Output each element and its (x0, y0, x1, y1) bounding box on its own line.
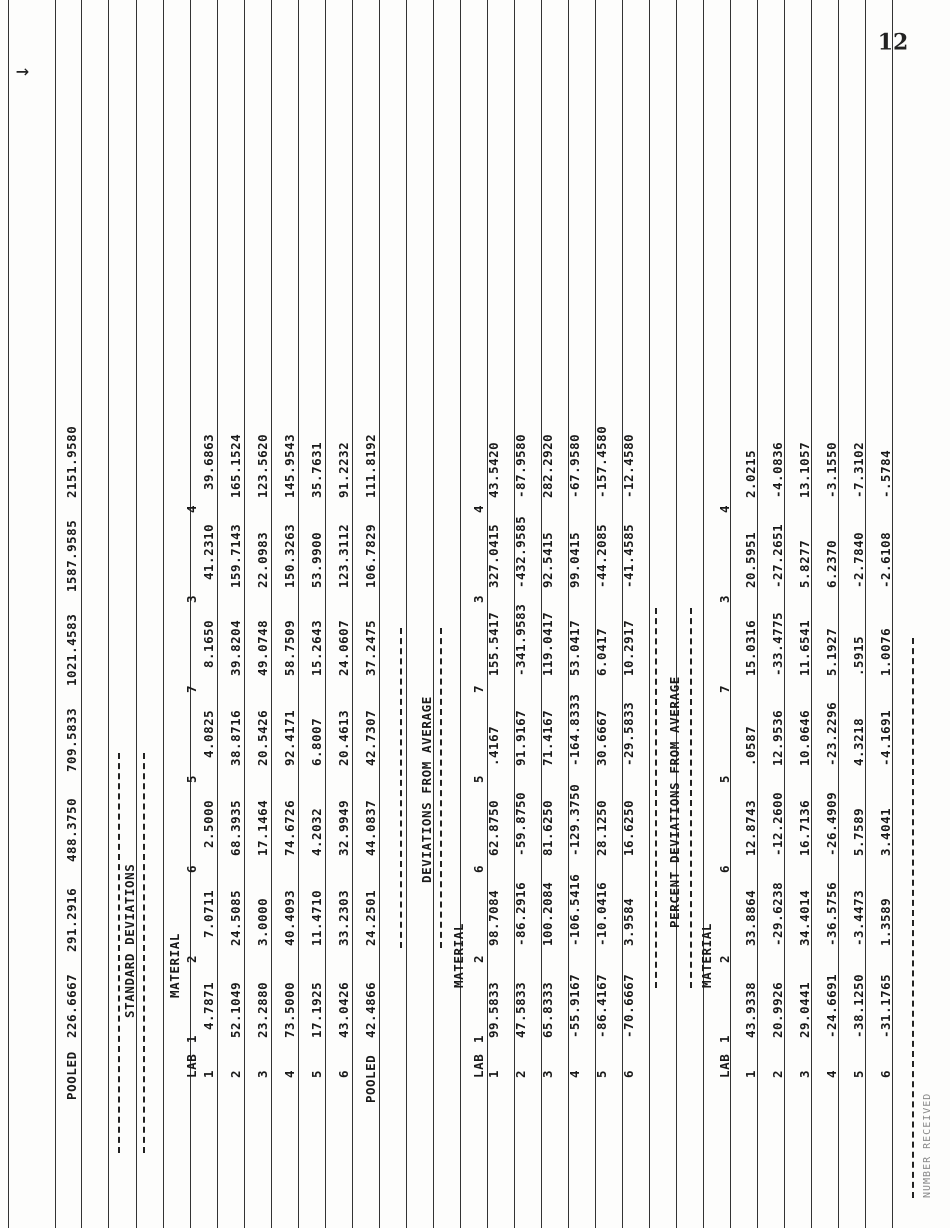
cell-value: 44.0837 (363, 799, 378, 856)
rule-line (676, 0, 677, 1228)
cell-value: -55.9167 (567, 973, 582, 1038)
section-rule (400, 628, 402, 948)
cell-value: 6.2370 (824, 539, 839, 588)
cell-value: 30.6667 (594, 709, 609, 766)
rule-line (352, 0, 353, 1228)
lab-number: 2 (228, 1069, 243, 1078)
cell-value: 32.9949 (336, 799, 351, 856)
cell-value: 38.8716 (228, 709, 243, 766)
cell-value: -86.2916 (513, 881, 528, 946)
cell-value: 47.5833 (513, 981, 528, 1038)
cell-value: -27.2651 (770, 523, 785, 588)
cell-value: 17.1464 (255, 799, 270, 856)
cell-value: 11.6541 (797, 619, 812, 676)
column-header: 5 (717, 774, 732, 783)
lab-label: LAB (184, 1053, 199, 1078)
cell-value: 4.3218 (851, 717, 866, 766)
rule-line (406, 0, 407, 1228)
cell-value: -36.5756 (824, 881, 839, 946)
lab-number: 6 (621, 1069, 636, 1078)
section-rule (440, 628, 442, 948)
cell-value: 33.2303 (336, 889, 351, 946)
cell-value: 53.0417 (567, 619, 582, 676)
cell-value: 29.0441 (797, 981, 812, 1038)
cell-value: 4.0825 (201, 709, 216, 758)
cell-value: 99.0415 (567, 531, 582, 588)
rule-line (108, 0, 109, 1228)
pooled-label: POOLED (363, 1054, 378, 1103)
column-header: 4 (184, 504, 199, 513)
cell-value: -70.6667 (621, 973, 636, 1038)
lab-number: 4 (824, 1069, 839, 1078)
column-header: 7 (184, 684, 199, 693)
cell-value: 5.1927 (824, 627, 839, 676)
cell-value: 3.4041 (878, 807, 893, 856)
column-header: 6 (471, 864, 486, 873)
pooled-top-value: 709.5833 (64, 707, 79, 772)
handwritten-page-number: 12 (877, 29, 909, 56)
cell-value: 20.4613 (336, 709, 351, 766)
cell-value: 23.2880 (255, 981, 270, 1038)
cell-value: 6.8007 (309, 717, 324, 766)
lab-number: 4 (282, 1069, 297, 1078)
cell-value: 155.5417 (486, 611, 501, 676)
cell-value: 68.3935 (228, 799, 243, 856)
cell-value: 1.3589 (878, 897, 893, 946)
cell-value: 1.0076 (878, 627, 893, 676)
cell-value: 145.9543 (282, 433, 297, 498)
column-header: 1 (184, 1034, 199, 1043)
cell-value: 24.5085 (228, 889, 243, 946)
cell-value: -67.9580 (567, 433, 582, 498)
cell-value: 3.9584 (621, 897, 636, 946)
cell-value: 92.4171 (282, 709, 297, 766)
rule-line (757, 0, 758, 1228)
cell-value: 39.6863 (201, 433, 216, 490)
rule-line (703, 0, 704, 1228)
cell-value: 12.9536 (770, 709, 785, 766)
cell-value: -86.4167 (594, 973, 609, 1038)
faded-footer-text: NUMBER RECEIVED (922, 1092, 933, 1198)
cell-value: 17.1925 (309, 981, 324, 1038)
column-header: 2 (184, 954, 199, 963)
column-header: 3 (184, 594, 199, 603)
cell-value: 99.5833 (486, 981, 501, 1038)
cell-value: 2.5000 (201, 799, 216, 848)
rule-line (865, 0, 866, 1228)
cell-value: -26.4909 (824, 791, 839, 856)
cell-value: 92.5415 (540, 531, 555, 588)
cell-value: 71.4167 (540, 709, 555, 766)
cell-value: 12.8743 (743, 799, 758, 856)
cell-value: 22.0983 (255, 531, 270, 588)
cell-value: -12.4580 (621, 433, 636, 498)
column-header: 1 (471, 1034, 486, 1043)
cell-value: .5915 (851, 635, 866, 676)
pooled-top-value: 291.2916 (64, 887, 79, 952)
section-rule (912, 638, 914, 1198)
cell-value: 106.7829 (363, 523, 378, 588)
rule-line (298, 0, 299, 1228)
pooled-top-value: 488.3750 (64, 797, 79, 862)
column-header: 6 (184, 864, 199, 873)
cell-value: -38.1250 (851, 973, 866, 1038)
cell-value: 16.6250 (621, 799, 636, 856)
cell-value: 43.9338 (743, 981, 758, 1038)
column-header: 1 (717, 1034, 732, 1043)
cell-value: -3.4473 (851, 889, 866, 946)
pooled-top-label: POOLED (64, 1051, 79, 1100)
cell-value: 24.2501 (363, 889, 378, 946)
cell-value: -59.8750 (513, 791, 528, 856)
lab-number: 1 (486, 1069, 501, 1078)
rule-line (460, 0, 461, 1228)
rule-line (649, 0, 650, 1228)
rule-line (568, 0, 569, 1228)
cell-value: -2.6108 (878, 531, 893, 588)
cell-value: 58.7509 (282, 619, 297, 676)
column-header: 6 (717, 864, 732, 873)
lab-number: 6 (336, 1069, 351, 1078)
rule-line (325, 0, 326, 1228)
lab-number: 5 (851, 1069, 866, 1078)
rule-line (136, 0, 137, 1228)
cell-value: -164.8333 (567, 693, 582, 766)
cell-value: -41.4585 (621, 523, 636, 588)
cell-value: 327.0415 (486, 523, 501, 588)
rule-line (190, 0, 191, 1228)
lab-number: 6 (878, 1069, 893, 1078)
rule-line (217, 0, 218, 1228)
lab-number: 2 (513, 1069, 528, 1078)
cell-value: -106.5416 (567, 873, 582, 946)
lab-number: 1 (201, 1069, 216, 1078)
cell-value: 4.2032 (309, 807, 324, 856)
cell-value: 5.8277 (797, 539, 812, 588)
column-header: 4 (717, 504, 732, 513)
lab-number: 3 (540, 1069, 555, 1078)
cell-value: 15.0316 (743, 619, 758, 676)
pooled-top-value: 226.6667 (64, 973, 79, 1038)
rule-line (622, 0, 623, 1228)
column-header: 2 (471, 954, 486, 963)
cell-value: -29.5833 (621, 701, 636, 766)
cell-value: 20.5951 (743, 531, 758, 588)
cell-value: 3.0000 (255, 897, 270, 946)
rule-line (595, 0, 596, 1228)
cell-value: -129.3750 (567, 783, 582, 856)
lab-number: 1 (743, 1069, 758, 1078)
column-header: 5 (471, 774, 486, 783)
cell-value: 6.0417 (594, 627, 609, 676)
cell-value: -10.0416 (594, 881, 609, 946)
cell-value: -4.1691 (878, 709, 893, 766)
cell-value: 123.3112 (336, 523, 351, 588)
cell-value: -29.6238 (770, 881, 785, 946)
cell-value: -7.3102 (851, 441, 866, 498)
cell-value: 53.9900 (309, 531, 324, 588)
cell-value: -157.4580 (594, 425, 609, 498)
cell-value: 74.6726 (282, 799, 297, 856)
cell-value: 49.0748 (255, 619, 270, 676)
cell-value: -341.9583 (513, 603, 528, 676)
column-header: 3 (471, 594, 486, 603)
cell-value: 15.2643 (309, 619, 324, 676)
cell-value: 41.2310 (201, 523, 216, 580)
cell-value: 16.7136 (797, 799, 812, 856)
cell-value: 111.8192 (363, 433, 378, 498)
cell-value: 81.6250 (540, 799, 555, 856)
cell-value: 24.0607 (336, 619, 351, 676)
rule-line (244, 0, 245, 1228)
lab-label: LAB (471, 1053, 486, 1078)
rule-line (892, 0, 893, 1228)
arrow-icon: → (15, 58, 30, 84)
cell-value: 2.0215 (743, 449, 758, 498)
section-rule (690, 608, 692, 988)
cell-value: 7.0711 (201, 889, 216, 938)
lab-number: 5 (594, 1069, 609, 1078)
material-label: MATERIAL (167, 932, 182, 998)
material-label: MATERIAL (451, 922, 466, 988)
cell-value: 39.8204 (228, 619, 243, 676)
cell-value: -31.1765 (878, 973, 893, 1038)
cell-value: 52.1049 (228, 981, 243, 1038)
column-header: 7 (471, 684, 486, 693)
cell-value: .4167 (486, 725, 501, 766)
cell-value: 11.4710 (309, 889, 324, 946)
rule-line (55, 0, 56, 1228)
cell-value: 150.3263 (282, 523, 297, 588)
column-header: 3 (717, 594, 732, 603)
lab-label: LAB (717, 1053, 732, 1078)
cell-value: 123.5620 (255, 433, 270, 498)
cell-value: -4.0836 (770, 441, 785, 498)
cell-value: 282.2920 (540, 433, 555, 498)
rule-line (433, 0, 434, 1228)
column-header: 7 (717, 684, 732, 693)
cell-value: 28.1250 (594, 799, 609, 856)
cell-value: 100.2084 (540, 881, 555, 946)
rule-line (8, 0, 9, 1228)
section-title: DEVIATIONS FROM AVERAGE (419, 696, 434, 883)
cell-value: 10.2917 (621, 619, 636, 676)
rule-line (811, 0, 812, 1228)
cell-value: 62.8750 (486, 799, 501, 856)
cell-value: 34.4014 (797, 889, 812, 946)
section-title: PERCENT DEVIATIONS FROM AVERAGE (667, 676, 682, 928)
cell-value: 20.5426 (255, 709, 270, 766)
cell-value: -44.2085 (594, 523, 609, 588)
cell-value: 119.0417 (540, 611, 555, 676)
cell-value: 91.2232 (336, 441, 351, 498)
section-rule (143, 753, 145, 1153)
lab-number: 4 (567, 1069, 582, 1078)
pooled-top-value: 1021.4583 (64, 613, 79, 686)
rule-line (838, 0, 839, 1228)
cell-value: 42.4866 (363, 981, 378, 1038)
cell-value: 8.1650 (201, 619, 216, 668)
rule-line (379, 0, 380, 1228)
cell-value: .0587 (743, 725, 758, 766)
cell-value: -87.9580 (513, 433, 528, 498)
lab-number: 3 (255, 1069, 270, 1078)
pooled-top-value: 1587.9585 (64, 519, 79, 592)
cell-value: 98.7084 (486, 889, 501, 946)
cell-value: 4.7871 (201, 981, 216, 1030)
cell-value: 33.8864 (743, 889, 758, 946)
cell-value: 42.7307 (363, 709, 378, 766)
cell-value: 37.2475 (363, 619, 378, 676)
cell-value: -33.4775 (770, 611, 785, 676)
cell-value: 13.1057 (797, 441, 812, 498)
cell-value: -23.2296 (824, 701, 839, 766)
cell-value: 65.8333 (540, 981, 555, 1038)
rule-line (271, 0, 272, 1228)
rule-line (163, 0, 164, 1228)
column-header: 5 (184, 774, 199, 783)
material-label: MATERIAL (699, 922, 714, 988)
cell-value: -12.2600 (770, 791, 785, 856)
cell-value: 91.9167 (513, 709, 528, 766)
section-rule (118, 753, 120, 1153)
cell-value: 43.0426 (336, 981, 351, 1038)
rule-line (81, 0, 82, 1228)
rule-line (730, 0, 731, 1228)
lab-number: 5 (309, 1069, 324, 1078)
column-header: 4 (471, 504, 486, 513)
cell-value: -.5784 (878, 449, 893, 498)
cell-value: 165.1524 (228, 433, 243, 498)
lab-number: 3 (797, 1069, 812, 1078)
section-rule (655, 608, 657, 988)
cell-value: -24.6691 (824, 973, 839, 1038)
cell-value: 20.9926 (770, 981, 785, 1038)
column-header: 2 (717, 954, 732, 963)
cell-value: 5.7589 (851, 807, 866, 856)
lab-number: 2 (770, 1069, 785, 1078)
cell-value: -3.1550 (824, 441, 839, 498)
cell-value: -432.9585 (513, 515, 528, 588)
cell-value: 40.4093 (282, 889, 297, 946)
pooled-top-value: 2151.9580 (64, 425, 79, 498)
cell-value: 43.5420 (486, 441, 501, 498)
cell-value: -2.7840 (851, 531, 866, 588)
cell-value: 159.7143 (228, 523, 243, 588)
cell-value: 35.7631 (309, 441, 324, 498)
cell-value: 73.5000 (282, 981, 297, 1038)
section-title: STANDARD DEVIATIONS (122, 863, 137, 1018)
cell-value: 10.0646 (797, 709, 812, 766)
